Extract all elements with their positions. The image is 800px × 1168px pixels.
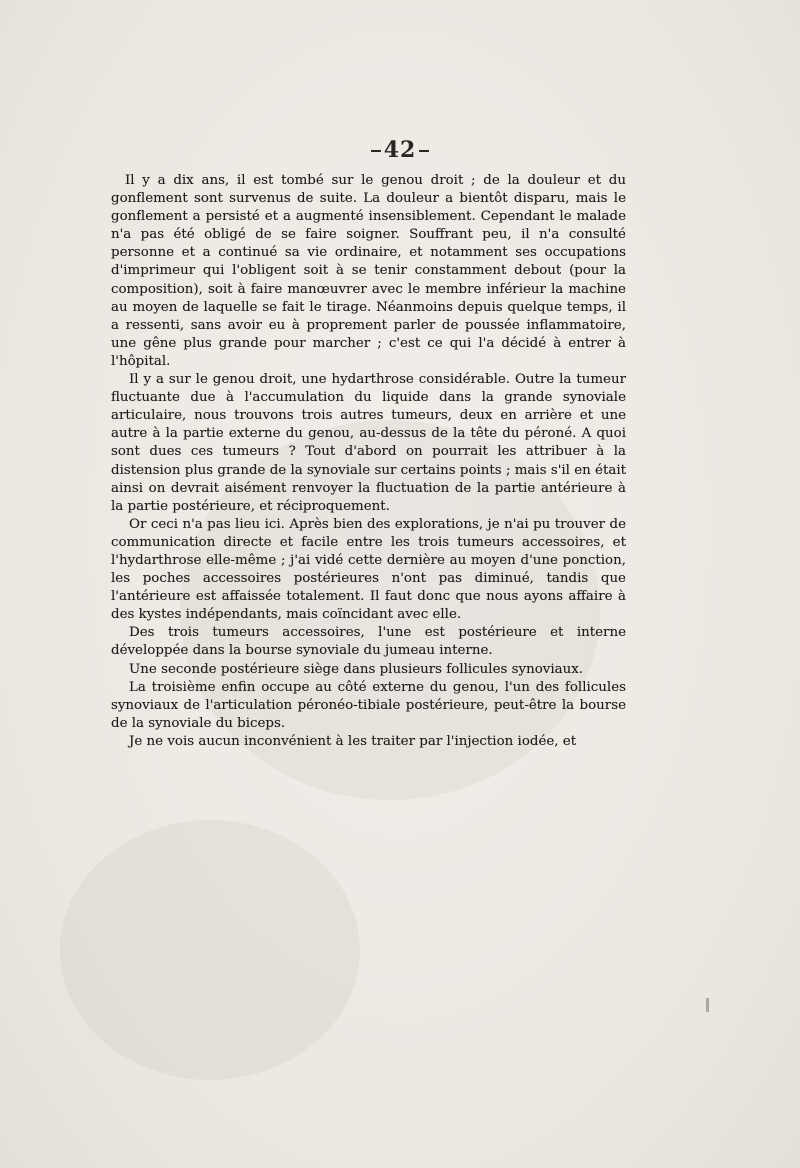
page-number xyxy=(0,136,800,164)
paragraph: Il y a sur le genou droit, une hydarthrose considérable. Outre la tumeur fluctuante due à l'accumulation du liquide dans la grande synoviale articulaire, nous trouvons trois autres tumeurs, deux en arrière et une autre à la partie externe du genou, au-dessus de la tête du péroné. A quoi sont dues ces tumeurs ? Tout d'abord on pourrait les attribuer à la distension plus grande de la synoviale sur certains points ; mais s'il en était ainsi on devrait aisément renvoyer la fluctuation de la partie antérieure à la partie postérieure, et réciproquement. xyxy=(111,372,626,514)
paragraph: Or ceci n'a pas lieu ici. Après bien des explorations, je n'ai pu trouver de communication directe et facile entre les trois tumeurs accessoires, et l'hydarthrose elle-même ; j'ai vidé cette dernière au moyen d'une ponction, les poches accessoires postérieures n'ont pas diminué, tandis que l'antérieure est affaissée totalement. Il faut donc que nous ayons affaire à des kystes indépendants, mais coïncidant avec elle. xyxy=(111,516,626,623)
paragraph: Il y a dix ans, il est tombé sur le genou droit ; de la douleur et du gonflement sont survenus de suite. La douleur a bientôt disparu, mais le gonflement a persisté et a augmenté insensiblement. Cependant le malade n'a pas été obligé de se faire soigner. Souffrant peu, il n'a consulté personne et a continué sa vie ordinaire, et notamment ses occupations d'imprimeur qui l'obligent soit à se tenir constamment debout (pour la composition), soit à faire manœuvrer avec le membre inférieur la machine au moyen de laquelle se fait le tirage. Néanmoins depuis quelque temps, il a ressenti, sans avoir eu à proprement parler de poussée inflammatoire, une gêne plus grande pour marcher ; c'est ce qui l'a décidé à entrer à l'hôpital. xyxy=(111,173,626,369)
paragraph: Des trois tumeurs accessoires, l'une est postérieure et interne développée dans la bourse synoviale du jumeau interne. xyxy=(111,625,626,659)
paragraph: Une seconde postérieure siège dans plusieurs follicules synoviaux. xyxy=(129,661,584,677)
body-text xyxy=(111,172,626,751)
paper-mark xyxy=(706,998,709,1012)
page-number-rule-right xyxy=(419,150,429,152)
page-number-rule-left xyxy=(371,150,381,152)
page-number-text: 42 xyxy=(383,137,417,163)
paper-stain xyxy=(60,820,360,1080)
paragraph: La troisième enfin occupe au côté externe du genou, l'un des follicules synoviaux de l'articulation péronéo-tibiale postérieure, peut-être la bourse de la synoviale du biceps. xyxy=(111,679,626,731)
paragraph: Je ne vois aucun inconvénient à les traiter par l'injection iodée, et xyxy=(129,733,577,749)
